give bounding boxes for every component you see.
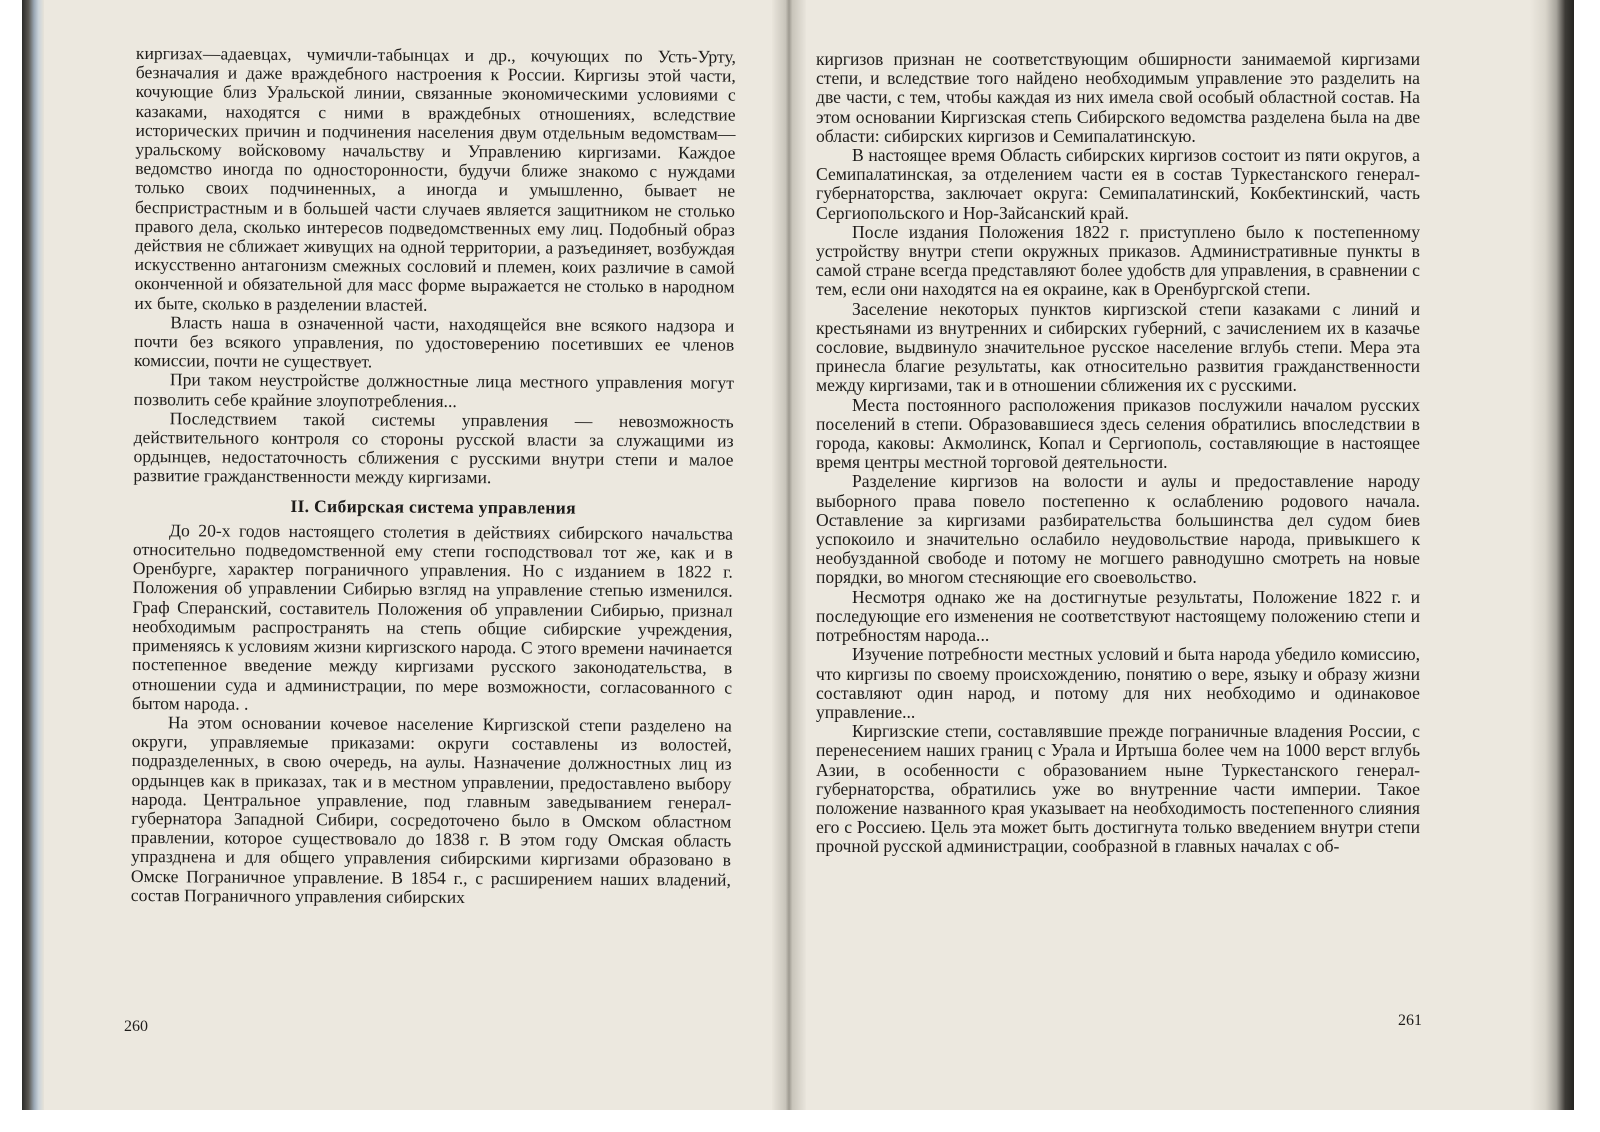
paragraph: Места постоянного расположения приказов послужили началом русских поселений в степи. Образовавшиеся здесь селения обратились впоследствии в города, каковы: Акмолинск, Копал и Сергиополь, составляющие в настоящее время центры местной торговой деятельности. bbox=[816, 394, 1420, 473]
paragraph: После издания Положения 1822 г. приступлено было к постепенному устройству внутри степи окружных приказов. Административные пункты в самой стране всегда представляют более удобств для управления, в сравнении с тем, если они находятся на ея окраине, как в Оренбургской степи. bbox=[816, 221, 1420, 300]
paragraph: До 20-х годов настоящего столетия в действиях сибирского начальства относительно подведомственной ему степи господствовал тот же, как и в Оренбурге, характер пограничного управления. Но с изданием в 1822 г. Положения об управлении Сибирью взгляд на управление степью изменился. Граф Сперанский, составитель Положения об управлении Сибирью, признал необходимым распространять на степь общие сибирские учреждения, применяясь к условиям жизни киргизского народа. С этого времени начинается постепенное введение между киргизами русского законодательства, в отношении суда и администрации, по мере возможности, согласованного с бытом народа. . bbox=[131, 520, 734, 714]
paragraph: При таком неустройстве должностные лица местного управления могут позволить себе крайние злоупотребления... bbox=[133, 369, 735, 411]
left-page bbox=[131, 44, 736, 909]
paragraph: На этом основании кочевое население Киргизской степи разделено на округи, управляемые приказами: округи составлены из волостей, подразделенных, в свою очередь, на аулы. Назначение должностных лиц из ордынцев как в приказах, так и в местном управлении, предоставлено выбору народа. Центральное управление, под главным заведыванием генерал-губернатора Западной Сибири, сосредоточено было в Омском областном правлении, которое существовало до 1838 г. В этом году Омская область упразднена и для общего управления сибирскими киргизами образовано в Омске Пограничное управление. В 1854 г., с расширением наших владений, состав Пограничного управления сибирских bbox=[130, 712, 732, 907]
paragraph: Последствием такой системы управления — невозможность действительного контроля со стороны русской власти за служащими из ордынцев, недостаточность сближения с русскими внутри степи и малое развитие гражданственности между киргизами. bbox=[133, 408, 734, 488]
book-spine-edge-left bbox=[22, 0, 44, 1110]
paragraph: киргизов признан не соответствующим обширности занимаемой киргизами степи, и вследствие того найдено необходимым управление это разделить на две части, с тем, чтобы каждая из них имела свой особый областной состав. На этом основании Киргизская степь Сибирского ведомства разделена была на две области: сибирских киргизов и Семипалатинскую. bbox=[816, 49, 1420, 146]
book-cover-edge-right bbox=[1530, 0, 1574, 1110]
paragraph: Разделение киргизов на волости и аулы и предоставление народу выборного права повело постепенно к ослаблению родового начала. Оставление за киргизами разбирательства большинства дел судом биев успокоило и значительно ослабило неудовольствие народа, привыкшего к необузданной свободе и потому не могшего равнодушно смотреть на новые порядки, во многом стесняющие его своевольство. bbox=[816, 471, 1420, 588]
paragraph: Несмотря однако же на достигнутые результаты, Положение 1822 г. и последующие его изменения не соответствуют настоящему положению степи и потребностям народа... bbox=[816, 586, 1420, 646]
page-number-left: 260 bbox=[124, 1018, 148, 1035]
right-page bbox=[816, 50, 1420, 857]
paragraph: Заселение некоторых пунктов киргизской степи казаками с линий и крестьянами из внутренних и сибирских губерний, с зачислением их в казачье сословие, выдвинуло значительное русское население вглубь степи. Мера эта принесла благие результаты, как относительно развития гражданственности между киргизами, так и в отношении сближения их с русскими. bbox=[816, 298, 1420, 396]
page-number-right: 261 bbox=[1398, 1012, 1422, 1029]
book-gutter bbox=[772, 0, 806, 1110]
section-heading: II. Сибирская система управления bbox=[290, 495, 577, 518]
paragraph: киргизах—адаевцах, чумичли-табынцах и др., кочующих по Усть-Урту, безначалия и даже враждебного настроения к России. Киргизы этой части, кочующие близ Уральской линии, связанные экономическими условиями с казаками, находятся с ними в враждебных отношениях, вследствие исторических причин и подчинения населения двум отдельным ведомствам—уральскому войсковому начальству и Управлению киргизами. Каждое ведомство иногда по односторонности, будучи ближе знакомо с нуждами только своих подчиненных, а иногда и умышленно, бывает не беспристрастным и в большей части случаев является защитником не столько правого дела, сколько интересов подведомственных ему лиц. Подобный образ действия не сближает живущих на одной территории, а разъединяет, возбуждая искусственно антагонизм смежных сословий и племен, коих различие в самой оконченной и обязательной для масс форме выражается не столько в народном их быте, сколько в разделении властей. bbox=[134, 43, 736, 315]
paragraph: Изучение потребности местных условий и быта народа убедило комиссию, что киргизы по своему происхождению, понятию о вере, языку и образу жизни составляют один народ, и потому для них необходимо и одинаковое управление... bbox=[816, 644, 1420, 722]
paragraph: В настоящее время Область сибирских киргизов состоит из пяти округов, а Семипалатинская, за отделением части ея в состав Туркестанского генерал-губернаторства, заключает округа: Семипалатинский, Кокбектинский, часть Сергиопольского и Нор-Зайсанский край. bbox=[816, 145, 1420, 223]
paragraph: Киргизские степи, составлявшие прежде пограничные владения России, с перенесением наших границ с Урала и Иртыша более чем на 1000 верст вглубь Азии, в особенности с образованием ныне Туркестанского генерал-губернаторства, обратились уже во внутренние части империи. Такое положение названного края указывает на необходимость постепенного слияния его с Россиею. Цель эта может быть достигнута только введением внутри степи прочной русской администрации, сообразной в главных началах с об- bbox=[816, 721, 1420, 857]
paragraph: Власть наша в означенной части, находящейся вне всякого надзора и почти без всякого управления, по удостоверению посетивших ее членов комиссии, почти не существует. bbox=[134, 312, 735, 372]
